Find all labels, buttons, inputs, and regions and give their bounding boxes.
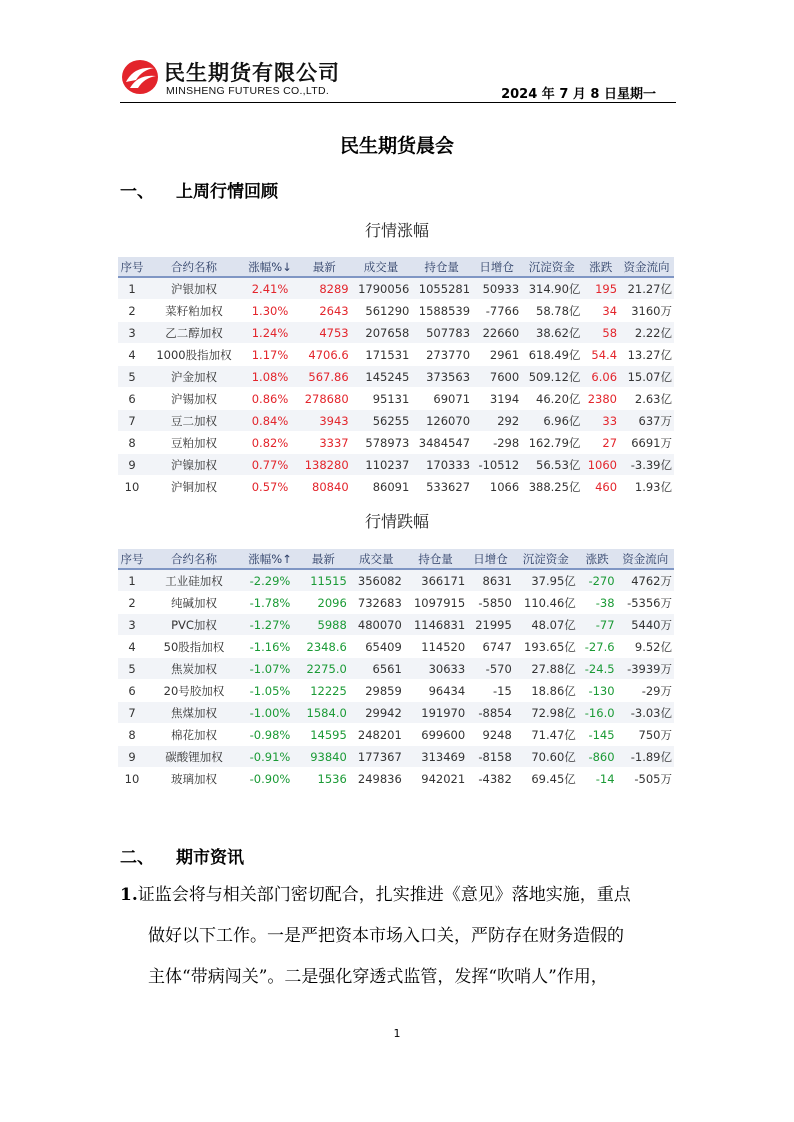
column-header[interactable]: 涨跌 <box>578 549 617 569</box>
volume: 1790056 <box>351 277 412 300</box>
settled-capital: 69.45亿 <box>514 768 578 790</box>
capital-flow: 6691万 <box>619 432 674 454</box>
rise-table-header-row <box>118 257 674 277</box>
daily-oi-change: -298 <box>472 432 521 454</box>
price-change: -270 <box>578 569 617 592</box>
column-header[interactable]: 沉淀资金 <box>514 549 578 569</box>
latest-price: 11515 <box>298 569 349 592</box>
capital-flow: 13.27亿 <box>619 344 674 366</box>
minsheng-logo-icon <box>120 58 160 96</box>
table-row[interactable] <box>118 768 674 790</box>
section-label: 期市资讯 <box>176 848 244 868</box>
price-change: 54.4 <box>582 344 619 366</box>
daily-oi-change: 21995 <box>467 614 514 636</box>
volume: 65409 <box>349 636 404 658</box>
open-interest: 942021 <box>404 768 467 790</box>
change-percent: 1.24% <box>242 322 298 344</box>
volume: 86091 <box>351 476 412 498</box>
row-index: 5 <box>118 366 146 388</box>
row-index: 6 <box>118 680 146 702</box>
daily-oi-change: 8631 <box>467 569 514 592</box>
price-change: -145 <box>578 724 617 746</box>
capital-flow: 9.52亿 <box>617 636 674 658</box>
change-percent: 2.41% <box>242 277 298 300</box>
settled-capital: 72.98亿 <box>514 702 578 724</box>
column-header[interactable]: 沉淀资金 <box>521 257 582 277</box>
section-number: 二、 <box>120 848 154 868</box>
open-interest: 96434 <box>404 680 467 702</box>
daily-oi-change: -15 <box>467 680 514 702</box>
latest-price: 3943 <box>298 410 351 432</box>
column-header[interactable]: 日增仓 <box>472 257 521 277</box>
price-change: -14 <box>578 768 617 790</box>
volume: 207658 <box>351 322 412 344</box>
contract-name: PVC加权 <box>146 614 242 636</box>
page-header <box>120 52 676 103</box>
column-header[interactable]: 涨幅%↓ <box>242 257 298 277</box>
table-row[interactable] <box>118 746 674 768</box>
settled-capital: 18.86亿 <box>514 680 578 702</box>
daily-oi-change: 7600 <box>472 366 521 388</box>
change-percent: -2.29% <box>242 569 298 592</box>
daily-oi-change: 3194 <box>472 388 521 410</box>
fall-table-header-row <box>118 549 674 569</box>
latest-price: 93840 <box>298 746 349 768</box>
rise-table-title: 行情涨幅 <box>364 221 429 240</box>
row-index: 9 <box>118 746 146 768</box>
row-index: 7 <box>118 702 146 724</box>
change-percent: -1.16% <box>242 636 298 658</box>
row-index: 7 <box>118 410 146 432</box>
volume: 480070 <box>349 614 404 636</box>
table-row[interactable] <box>118 592 674 614</box>
capital-flow: 1.93亿 <box>619 476 674 498</box>
latest-price: 5988 <box>298 614 349 636</box>
column-header[interactable]: 日增仓 <box>467 549 514 569</box>
settled-capital: 71.47亿 <box>514 724 578 746</box>
contract-name: 乙二醇加权 <box>146 322 242 344</box>
row-index: 5 <box>118 658 146 680</box>
contract-name: 焦煤加权 <box>146 702 242 724</box>
row-index: 4 <box>118 636 146 658</box>
section-number: 一、 <box>120 182 154 202</box>
column-header[interactable]: 合约名称 <box>146 257 242 277</box>
news-item-number: 1. <box>120 885 138 905</box>
capital-flow: -3939万 <box>617 658 674 680</box>
capital-flow: 15.07亿 <box>619 366 674 388</box>
open-interest: 126070 <box>411 410 472 432</box>
price-change: -860 <box>578 746 617 768</box>
change-percent: 0.77% <box>242 454 298 476</box>
capital-flow: -3.39亿 <box>619 454 674 476</box>
daily-oi-change: 1066 <box>472 476 521 498</box>
daily-oi-change: -5850 <box>467 592 514 614</box>
change-percent: -1.05% <box>242 680 298 702</box>
capital-flow: 4762万 <box>617 569 674 592</box>
contract-name: 棉花加权 <box>146 724 242 746</box>
daily-oi-change: -4382 <box>467 768 514 790</box>
column-header[interactable]: 序号 <box>118 257 146 277</box>
open-interest: 114520 <box>404 636 467 658</box>
latest-price: 2348.6 <box>298 636 349 658</box>
volume: 578973 <box>351 432 412 454</box>
open-interest: 313469 <box>404 746 467 768</box>
document-title: 民生期货晨会 <box>339 135 454 157</box>
change-percent: -0.91% <box>242 746 298 768</box>
contract-name: 20号胶加权 <box>146 680 242 702</box>
price-change: 34 <box>582 300 619 322</box>
column-header[interactable]: 涨跌 <box>582 257 619 277</box>
row-index: 8 <box>118 432 146 454</box>
price-change: -77 <box>578 614 617 636</box>
latest-price: 4706.6 <box>298 344 351 366</box>
latest-price: 80840 <box>298 476 351 498</box>
settled-capital: 58.78亿 <box>521 300 582 322</box>
column-header[interactable]: 涨幅%↑ <box>242 549 298 569</box>
price-change: -27.6 <box>578 636 617 658</box>
price-change: -130 <box>578 680 617 702</box>
page-number: 1 <box>393 1027 401 1040</box>
open-interest: 273770 <box>411 344 472 366</box>
settled-capital: 37.95亿 <box>514 569 578 592</box>
latest-price: 2275.0 <box>298 658 349 680</box>
settled-capital: 314.90亿 <box>521 277 582 300</box>
table-row[interactable] <box>118 322 674 344</box>
news-line: 做好以下工作。一是严把资本市场入口关，严防存在财务造假的 <box>148 926 624 946</box>
table-row[interactable] <box>118 410 674 432</box>
settled-capital: 48.07亿 <box>514 614 578 636</box>
column-header[interactable]: 持仓量 <box>404 549 467 569</box>
fall-table-title: 行情跌幅 <box>364 512 429 531</box>
volume: 29859 <box>349 680 404 702</box>
price-change: 27 <box>582 432 619 454</box>
contract-name: 豆二加权 <box>146 410 242 432</box>
capital-flow: 5440万 <box>617 614 674 636</box>
latest-price: 138280 <box>298 454 351 476</box>
change-percent: 1.17% <box>242 344 298 366</box>
volume: 561290 <box>351 300 412 322</box>
latest-price: 12225 <box>298 680 349 702</box>
settled-capital: 162.79亿 <box>521 432 582 454</box>
volume: 56255 <box>351 410 412 432</box>
row-index: 1 <box>118 569 146 592</box>
contract-name: 沪银加权 <box>146 277 242 300</box>
row-index: 4 <box>118 344 146 366</box>
row-index: 3 <box>118 322 146 344</box>
settled-capital: 618.49亿 <box>521 344 582 366</box>
open-interest: 30633 <box>404 658 467 680</box>
table-row[interactable] <box>118 454 674 476</box>
contract-name: 碳酸锂加权 <box>146 746 242 768</box>
volume: 171531 <box>351 344 412 366</box>
open-interest: 366171 <box>404 569 467 592</box>
change-percent: -0.90% <box>242 768 298 790</box>
capital-flow: 21.27亿 <box>619 277 674 300</box>
latest-price: 8289 <box>298 277 351 300</box>
latest-price: 2096 <box>298 592 349 614</box>
price-change: 6.06 <box>582 366 619 388</box>
row-index: 10 <box>118 476 146 498</box>
daily-oi-change: -7766 <box>472 300 521 322</box>
table-row[interactable] <box>118 614 674 636</box>
open-interest: 170333 <box>411 454 472 476</box>
column-header[interactable]: 最新 <box>298 549 349 569</box>
price-change: 1060 <box>582 454 619 476</box>
contract-name: 50股指加权 <box>146 636 242 658</box>
latest-price: 567.86 <box>298 366 351 388</box>
open-interest: 533627 <box>411 476 472 498</box>
section-heading-review <box>120 177 278 202</box>
settled-capital: 56.53亿 <box>521 454 582 476</box>
change-percent: 1.30% <box>242 300 298 322</box>
table-row[interactable] <box>118 702 674 724</box>
table-row[interactable] <box>118 724 674 746</box>
price-change: -24.5 <box>578 658 617 680</box>
column-header[interactable]: 成交量 <box>351 257 412 277</box>
capital-flow: 750万 <box>617 724 674 746</box>
fall-table <box>118 549 674 790</box>
daily-oi-change: 22660 <box>472 322 521 344</box>
daily-oi-change: 2961 <box>472 344 521 366</box>
latest-price: 4753 <box>298 322 351 344</box>
change-percent: -1.00% <box>242 702 298 724</box>
rise-table-body <box>118 277 674 498</box>
daily-oi-change: 292 <box>472 410 521 432</box>
volume: 6561 <box>349 658 404 680</box>
latest-price: 1536 <box>298 768 349 790</box>
volume: 29942 <box>349 702 404 724</box>
row-index: 10 <box>118 768 146 790</box>
daily-oi-change: 50933 <box>472 277 521 300</box>
table-row[interactable] <box>118 658 674 680</box>
section-heading-news <box>120 843 244 868</box>
daily-oi-change: 9248 <box>467 724 514 746</box>
contract-name: 工业硅加权 <box>146 569 242 592</box>
news-item-1 <box>120 875 676 998</box>
latest-price: 1584.0 <box>298 702 349 724</box>
capital-flow: 2.63亿 <box>619 388 674 410</box>
volume: 249836 <box>349 768 404 790</box>
table-row[interactable] <box>118 300 674 322</box>
capital-flow: -505万 <box>617 768 674 790</box>
column-header[interactable]: 成交量 <box>349 549 404 569</box>
volume: 95131 <box>351 388 412 410</box>
change-percent: 0.57% <box>242 476 298 498</box>
change-percent: -0.98% <box>242 724 298 746</box>
table-row[interactable] <box>118 636 674 658</box>
volume: 248201 <box>349 724 404 746</box>
daily-oi-change: -570 <box>467 658 514 680</box>
contract-name: 1000股指加权 <box>146 344 242 366</box>
settled-capital: 193.65亿 <box>514 636 578 658</box>
volume: 356082 <box>349 569 404 592</box>
price-change: 460 <box>582 476 619 498</box>
settled-capital: 110.46亿 <box>514 592 578 614</box>
settled-capital: 388.25亿 <box>521 476 582 498</box>
table-row[interactable] <box>118 680 674 702</box>
change-percent: -1.78% <box>242 592 298 614</box>
change-percent: 0.86% <box>242 388 298 410</box>
row-index: 1 <box>118 277 146 300</box>
open-interest: 1097915 <box>404 592 467 614</box>
column-header[interactable]: 最新 <box>298 257 351 277</box>
capital-flow: 3160万 <box>619 300 674 322</box>
row-index: 6 <box>118 388 146 410</box>
price-change: 195 <box>582 277 619 300</box>
settled-capital: 46.20亿 <box>521 388 582 410</box>
company-logo <box>120 54 360 102</box>
row-index: 2 <box>118 592 146 614</box>
contract-name: 纯碱加权 <box>146 592 242 614</box>
open-interest: 1146831 <box>404 614 467 636</box>
daily-oi-change: -8158 <box>467 746 514 768</box>
news-line: 主体“带病闯关”。二是强化穿透式监管，发挥“吹哨人”作用， <box>148 967 608 987</box>
latest-price: 2643 <box>298 300 351 322</box>
capital-flow: -1.89亿 <box>617 746 674 768</box>
price-change: -38 <box>578 592 617 614</box>
row-index: 8 <box>118 724 146 746</box>
latest-price: 3337 <box>298 432 351 454</box>
price-change: 2380 <box>582 388 619 410</box>
contract-name: 菜籽粕加权 <box>146 300 242 322</box>
price-change: -16.0 <box>578 702 617 724</box>
contract-name: 沪铜加权 <box>146 476 242 498</box>
rise-table <box>118 257 674 498</box>
column-header[interactable]: 持仓量 <box>411 257 472 277</box>
settled-capital: 38.62亿 <box>521 322 582 344</box>
news-line: 证监会将与相关部门密切配合，扎实推进《意见》落地实施，重点 <box>137 885 631 905</box>
logo-chinese-name: 民生期货有限公司 <box>164 61 340 85</box>
table-row[interactable] <box>118 388 674 410</box>
change-percent: 0.82% <box>242 432 298 454</box>
section-label: 上周行情回顾 <box>176 182 278 202</box>
row-index: 2 <box>118 300 146 322</box>
contract-name: 沪金加权 <box>146 366 242 388</box>
price-change: 58 <box>582 322 619 344</box>
table-row[interactable] <box>118 277 674 300</box>
open-interest: 1055281 <box>411 277 472 300</box>
column-header[interactable]: 资金流向 <box>619 257 674 277</box>
open-interest: 3484547 <box>411 432 472 454</box>
change-percent: 0.84% <box>242 410 298 432</box>
capital-flow: -29万 <box>617 680 674 702</box>
contract-name: 沪镍加权 <box>146 454 242 476</box>
change-percent: -1.27% <box>242 614 298 636</box>
contract-name: 玻璃加权 <box>146 768 242 790</box>
fall-table-body <box>118 569 674 790</box>
capital-flow: 637万 <box>619 410 674 432</box>
open-interest: 699600 <box>404 724 467 746</box>
daily-oi-change: 6747 <box>467 636 514 658</box>
table-row[interactable] <box>118 344 674 366</box>
logo-english-name: MINSHENG FUTURES CO.,LTD. <box>166 85 330 97</box>
row-index: 9 <box>118 454 146 476</box>
open-interest: 69071 <box>411 388 472 410</box>
table-row[interactable] <box>118 476 674 498</box>
header-date: 2024 年 7 月 8 日星期一 <box>501 87 656 102</box>
daily-oi-change: -8854 <box>467 702 514 724</box>
open-interest: 507783 <box>411 322 472 344</box>
contract-name: 焦炭加权 <box>146 658 242 680</box>
latest-price: 278680 <box>298 388 351 410</box>
volume: 145245 <box>351 366 412 388</box>
settled-capital: 70.60亿 <box>514 746 578 768</box>
table-row[interactable] <box>118 569 674 592</box>
latest-price: 14595 <box>298 724 349 746</box>
row-index: 3 <box>118 614 146 636</box>
settled-capital: 27.88亿 <box>514 658 578 680</box>
change-percent: -1.07% <box>242 658 298 680</box>
price-change: 33 <box>582 410 619 432</box>
open-interest: 191970 <box>404 702 467 724</box>
settled-capital: 6.96亿 <box>521 410 582 432</box>
column-header[interactable]: 资金流向 <box>617 549 674 569</box>
volume: 110237 <box>351 454 412 476</box>
open-interest: 1588539 <box>411 300 472 322</box>
daily-oi-change: -10512 <box>472 454 521 476</box>
capital-flow: 2.22亿 <box>619 322 674 344</box>
settled-capital: 509.12亿 <box>521 366 582 388</box>
volume: 732683 <box>349 592 404 614</box>
capital-flow: -5356万 <box>617 592 674 614</box>
contract-name: 豆粕加权 <box>146 432 242 454</box>
contract-name: 沪锡加权 <box>146 388 242 410</box>
open-interest: 373563 <box>411 366 472 388</box>
capital-flow: -3.03亿 <box>617 702 674 724</box>
change-percent: 1.08% <box>242 366 298 388</box>
column-header[interactable]: 合约名称 <box>146 549 242 569</box>
column-header[interactable]: 序号 <box>118 549 146 569</box>
table-row[interactable] <box>118 366 674 388</box>
table-row[interactable] <box>118 432 674 454</box>
volume: 177367 <box>349 746 404 768</box>
